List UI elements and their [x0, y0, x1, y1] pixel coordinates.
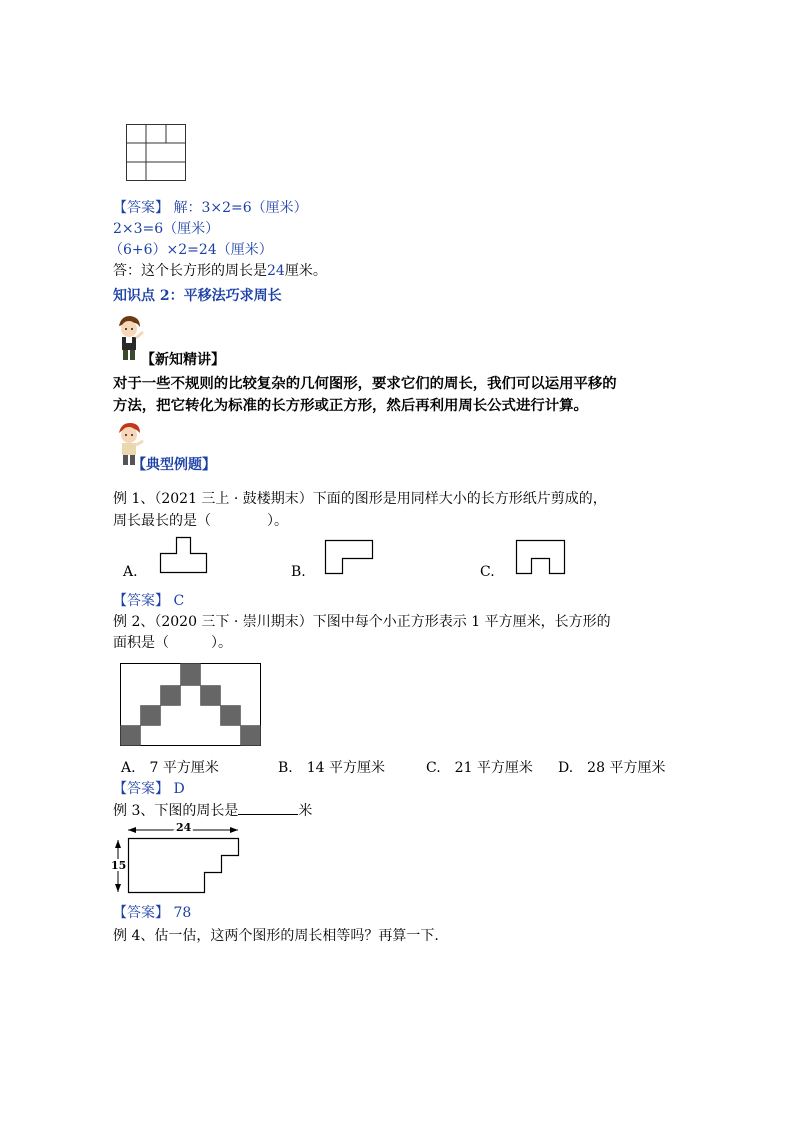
typical-examples-heading: 【典型例题】: [132, 457, 216, 473]
question-text: 例 3、下图的周长是: [113, 803, 239, 819]
knowledge-point-heading: 知识点 2：平移法巧求周长: [113, 288, 282, 304]
option-b: B. 14 平方厘米: [278, 760, 386, 776]
option-d: D. 28 平方厘米: [558, 760, 666, 776]
height-label: 15: [111, 859, 127, 872]
example-2-line-2: 面积是（ ）。: [113, 635, 232, 651]
answer-text: 厘米。: [284, 263, 327, 279]
answer-1-line-2: 2×3=6（厘米）: [113, 221, 220, 237]
question-unit: 米: [298, 803, 313, 819]
answer-tag: 【答案】: [113, 593, 169, 609]
answer-tag: 【答案】: [113, 905, 169, 921]
example-1-line-2: 周长最长的是（ ）。: [113, 513, 288, 529]
answer-value: 78: [173, 905, 192, 921]
answer-tag: 【答案】: [113, 200, 169, 216]
answer-text: 答：这个长方形的周长是: [113, 263, 267, 279]
answer-1-line-1: [113, 198, 308, 218]
answer-1-line-4: [113, 261, 327, 281]
answer-1-line-3: （6+6）×2=24（厘米）: [109, 242, 273, 258]
answer-blank: [238, 800, 298, 815]
example-2-line-1: 例 2、（2020 三下 · 崇川期末）下图中每个小正方形表示 1 平方厘米，长方形的: [113, 614, 611, 630]
example-1-answer: [113, 591, 184, 611]
option-c-label: C.: [480, 564, 495, 580]
example-3-question: [113, 800, 312, 821]
example-2-answer: [113, 779, 185, 799]
width-label: 24: [176, 821, 192, 834]
new-knowledge-heading: 【新知精讲】: [141, 352, 225, 368]
stepped-shape-figure: [110, 822, 244, 896]
answer-value: 24: [267, 263, 285, 279]
option-c: C. 21 平方厘米: [426, 760, 533, 776]
option-a: A. 7 平方厘米: [121, 760, 219, 776]
grid-figure: [126, 124, 186, 182]
example-3-answer: [113, 903, 191, 923]
staircase-rectangle-figure: [120, 663, 262, 747]
answer-text: 解：3×2=6（厘米）: [173, 200, 308, 216]
example-1-line-1: 例 1、（2021 三上 · 鼓楼期末）下面的图形是用同样大小的长方形纸片剪成的，: [113, 491, 607, 507]
answer-tag: 【答案】: [113, 781, 169, 797]
option-b-label: B.: [291, 564, 306, 580]
example-4-line-1: 例 4、估一估，这两个图形的周长相等吗？再算一下.: [113, 928, 439, 944]
option-a-label: A.: [123, 564, 138, 580]
new-knowledge-line-2: 方法，把它转化为标准的长方形或正方形，然后再利用周长公式进行计算。: [113, 397, 588, 414]
option-c-figure: [516, 540, 566, 576]
answer-value: C: [173, 593, 185, 609]
option-a-figure: [160, 537, 208, 575]
answer-value: D: [173, 781, 185, 797]
option-b-figure: [325, 540, 375, 576]
new-knowledge-line-1: 对于一些不规则的比较复杂的几何图形，要求它们的周长，我们可以运用平移的: [113, 375, 617, 392]
